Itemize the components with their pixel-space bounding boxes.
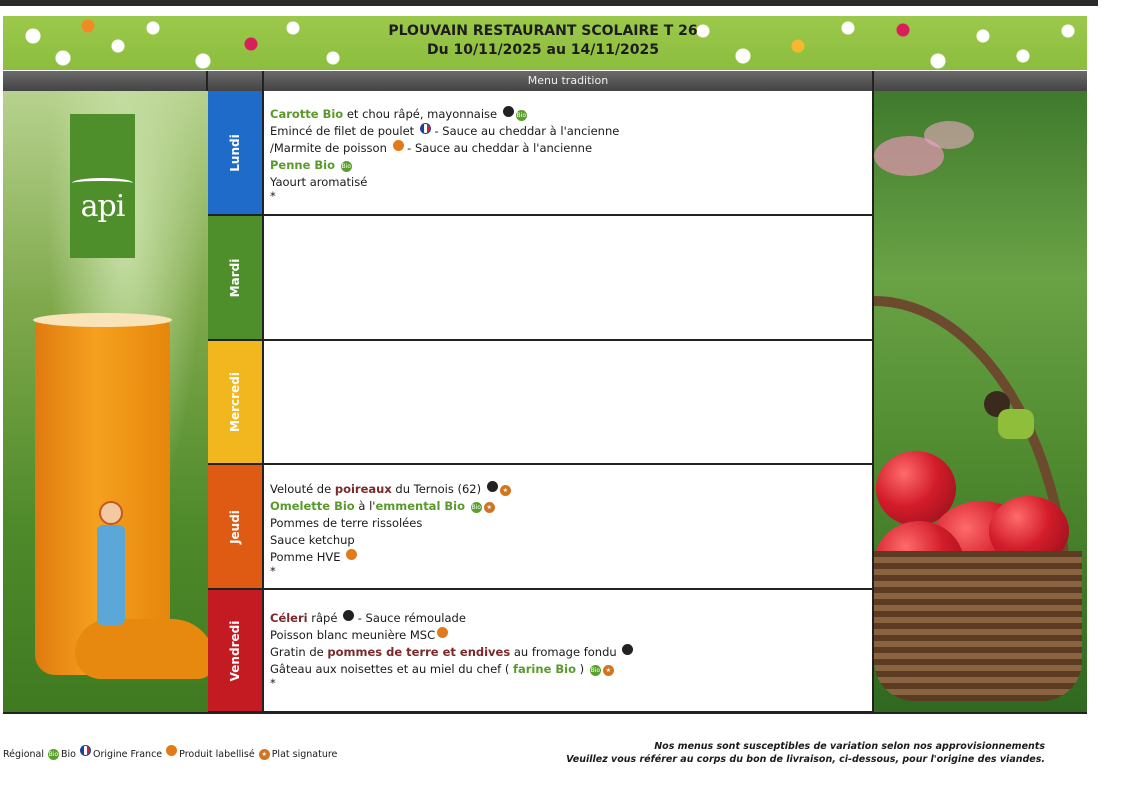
api-logo (70, 114, 135, 258)
menu-column-title: Menu tradition (527, 74, 609, 87)
menu-line (270, 123, 866, 140)
menu-line: * (270, 676, 276, 690)
signature-icon: ★ (500, 485, 511, 496)
dish-highlight: Carotte Bio (270, 107, 344, 121)
dish-text: Poisson blanc meunière MSC (270, 628, 436, 642)
gardener-body (97, 525, 125, 625)
day-cell-jeudi (208, 465, 264, 590)
regional-icon (487, 481, 498, 492)
dish-highlight: Omelette Bio (270, 499, 355, 513)
day-cell-vendredi (208, 590, 264, 713)
dish-highlight: pommes de terre et endives (327, 645, 511, 659)
menu-line: Sauce ketchup (270, 533, 355, 547)
legend-regional-label: Régional (3, 749, 44, 760)
menu-line (270, 481, 866, 498)
menu-cell-mardi (264, 216, 874, 341)
day-cell-mercredi (208, 341, 264, 465)
dish-text: - Sauce au cheddar à l'ancienne (430, 124, 620, 138)
footnote-line: Nos menus sont susceptibles de variation selon nos approvisionnements (654, 741, 1045, 752)
menu-line (270, 661, 866, 678)
legend-france-label: Origine France (92, 749, 163, 760)
menu-line: * (270, 564, 276, 578)
logo-text: api (80, 189, 125, 224)
bio-icon: Bio (516, 112, 527, 119)
label-icon (393, 140, 404, 151)
label-icon (437, 627, 448, 638)
dish-text: du Ternois (62) (391, 482, 482, 496)
menu-cell-vendredi (264, 590, 874, 713)
col-head-left (3, 71, 208, 91)
menu-line (270, 610, 866, 627)
dish-text: Emincé de filet de poulet (270, 124, 418, 138)
day-cell-lundi (208, 91, 264, 216)
page-margin (1098, 0, 1123, 797)
boot-foot (75, 619, 215, 679)
dish-highlight: emmental Bio (375, 499, 466, 513)
day-label-jeudi: Jeudi (228, 509, 242, 544)
menu-line: * (270, 189, 276, 203)
gardener-head (99, 501, 123, 525)
menu-line: Pommes de terre rissolées (270, 516, 423, 530)
legend-signature-label: Plat signature (271, 749, 338, 760)
date-range: Du 10/11/2025 au 14/11/2025 (427, 42, 659, 58)
dish-text: râpé (307, 611, 338, 625)
top-border (0, 0, 1123, 6)
menu-line (270, 644, 866, 661)
signature-icon: ★ (484, 502, 495, 513)
menu-line: Yaourt aromatisé (270, 175, 368, 189)
col-head-right (874, 71, 1087, 91)
day-label-mardi: Mardi (228, 258, 242, 297)
bio-icon: Bio (590, 667, 601, 674)
gardener-figure (91, 501, 131, 626)
kid-body (998, 409, 1034, 439)
signature-icon: ★ (259, 749, 270, 760)
menu-line (270, 627, 866, 644)
flower-blur (924, 121, 974, 149)
day-label-vendredi: Vendredi (228, 620, 242, 681)
col-head-day (208, 71, 264, 91)
col-head-menu (264, 71, 874, 91)
regional-icon (503, 106, 514, 117)
menu-line (270, 140, 866, 157)
dish-text: Pomme HVE (270, 550, 341, 564)
logo-swoosh (72, 178, 133, 188)
dish-text: - Sauce au cheddar à l'ancienne (403, 141, 593, 155)
legend (3, 745, 337, 760)
title-block (363, 22, 723, 60)
dish-highlight: Céleri (270, 611, 308, 625)
bio-icon: Bio (341, 163, 351, 170)
menu-cell-mercredi (264, 341, 874, 465)
header-banner (3, 16, 1087, 70)
bio-icon: Bio (48, 751, 59, 758)
climbing-kid-figure (984, 391, 1044, 451)
dish-text: Velouté de (270, 482, 335, 496)
dish-highlight: Penne Bio (270, 158, 336, 172)
dish-text: à l' (354, 499, 376, 513)
day-label-lundi: Lundi (228, 133, 242, 172)
legend-bio-label: Bio (60, 749, 76, 760)
dish-text: au fromage fondu (510, 645, 617, 659)
france-origin-icon (420, 123, 431, 134)
menu-cell-jeudi (264, 465, 874, 590)
menu-cell-lundi (264, 91, 874, 216)
page-title: PLOUVAIN RESTAURANT SCOLAIRE T 26 (388, 23, 698, 39)
menu-line (270, 498, 866, 515)
dish-highlight: farine Bio (513, 662, 576, 676)
dish-highlight: poireaux (334, 482, 392, 496)
menu-line (270, 106, 866, 123)
dish-text: ) (575, 662, 585, 676)
signature-icon: ★ (603, 665, 614, 676)
column-headers (3, 71, 1087, 91)
dish-text: /Marmite de poisson (270, 141, 391, 155)
wicker-basket (874, 551, 1082, 701)
table-bottom-border (3, 712, 1087, 714)
bio-icon: Bio (471, 504, 481, 511)
menu-line (270, 157, 866, 174)
dish-text: - Sauce rémoulade (354, 611, 466, 625)
footnotes (560, 740, 1045, 766)
legend-labellise-label: Produit labellisé (179, 749, 255, 760)
right-photo-apples (874, 91, 1087, 713)
day-label-mercredi: Mercredi (228, 372, 242, 432)
dish-text: Gâteau aux noisettes et au miel du chef ( (270, 662, 513, 676)
label-icon (346, 549, 357, 560)
menu-line (270, 549, 866, 566)
boot-rim (33, 313, 172, 327)
regional-icon (343, 610, 354, 621)
left-photo-boot (3, 91, 208, 713)
footnote-line: Veuillez vous référer au corps du bon de livraison, ci-dessous, pour l'origine des viandes. (566, 754, 1045, 765)
day-cell-mardi (208, 216, 264, 341)
regional-icon (622, 644, 633, 655)
label-icon (166, 745, 177, 756)
france-origin-icon (80, 745, 91, 756)
dish-text: Gratin de (270, 645, 328, 659)
dish-text: et chou râpé, mayonnaise (343, 107, 498, 121)
